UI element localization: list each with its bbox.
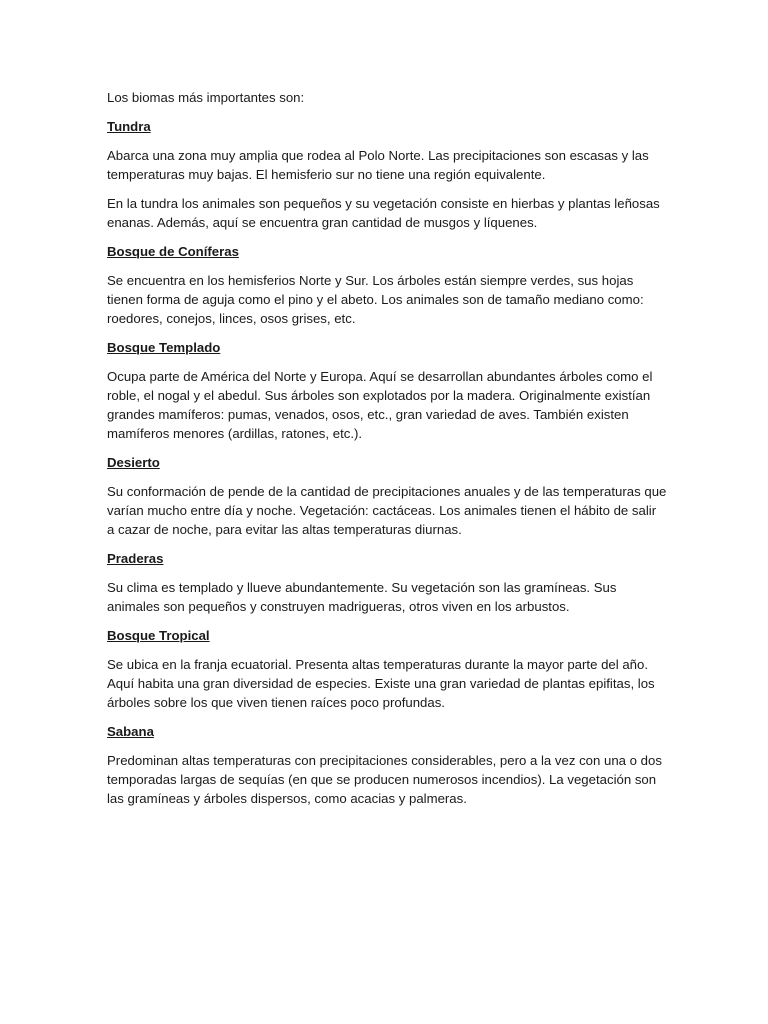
section-heading: Tundra xyxy=(107,119,151,134)
section-paragraph: Se ubica en la franja ecuatorial. Presenta altas temperaturas durante la mayor parte del año. Aquí habita una gran diversidad de especies. Existe una gran variedad de plantas epifitas, los árboles sobre los que viven tienen raíces poco profundas. xyxy=(107,657,655,710)
section-bosque-de-coniferas xyxy=(107,242,667,328)
section-bosque-tropical xyxy=(107,626,667,712)
section-paragraph: Su conformación de pende de la cantidad de precipitaciones anuales y de las temperaturas que varían mucho entre día y noche. Vegetación: cactáceas. Los animales tienen el hábito de salir a cazar de noche, para evitar las altas temperaturas diurnas. xyxy=(107,484,667,537)
section-paragraph: Se encuentra en los hemisferios Norte y Sur. Los árboles están siempre verdes, sus hojas tienen forma de aguja como el pino y el abeto. Los animales son de tamaño mediano como: roedores, conejos, linces, osos grises, etc. xyxy=(107,273,644,326)
section-heading: Sabana xyxy=(107,724,154,739)
section-praderas xyxy=(107,549,667,616)
section-desierto xyxy=(107,453,667,539)
section-paragraph: Su clima es templado y llueve abundantemente. Su vegetación son las gramíneas. Sus animales son pequeños y construyen madrigueras, otros viven en los arbustos. xyxy=(107,580,617,614)
section-paragraph: En la tundra los animales son pequeños y su vegetación consiste en hierbas y plantas leñosas enanas. Además, aquí se encuentra gran cantidad de musgos y líquenes. xyxy=(107,196,660,230)
section-paragraph: Abarca una zona muy amplia que rodea al Polo Norte. Las precipitaciones son escasas y las temperaturas muy bajas. El hemisferio sur no tiene una región equivalente. xyxy=(107,148,649,182)
section-sabana xyxy=(107,722,667,808)
section-paragraph: Predominan altas temperaturas con precipitaciones considerables, pero a la vez con una o dos temporadas largas de sequías (en que se producen numerosos incendios). La vegetación son las gramíneas y árboles dispersos, como acacias y palmeras. xyxy=(107,753,662,806)
document-body xyxy=(107,88,667,818)
section-heading: Desierto xyxy=(107,455,160,470)
section-paragraph: Ocupa parte de América del Norte y Europa. Aquí se desarrollan abundantes árboles como el roble, el nogal y el abedul. Sus árboles son explotados por la madera. Originalmente existían grandes mamíferos: pumas, venados, osos, etc., gran variedad de aves. También existen mamíferos menores (ardillas, ratones, etc.). xyxy=(107,369,653,441)
section-heading: Bosque Tropical xyxy=(107,628,210,643)
section-heading: Bosque de Coníferas xyxy=(107,244,239,259)
intro-text: Los biomas más importantes son: xyxy=(107,90,305,105)
section-heading: Bosque Templado xyxy=(107,340,221,355)
section-tundra xyxy=(107,117,667,232)
section-bosque-templado xyxy=(107,338,667,443)
section-heading: Praderas xyxy=(107,551,164,566)
